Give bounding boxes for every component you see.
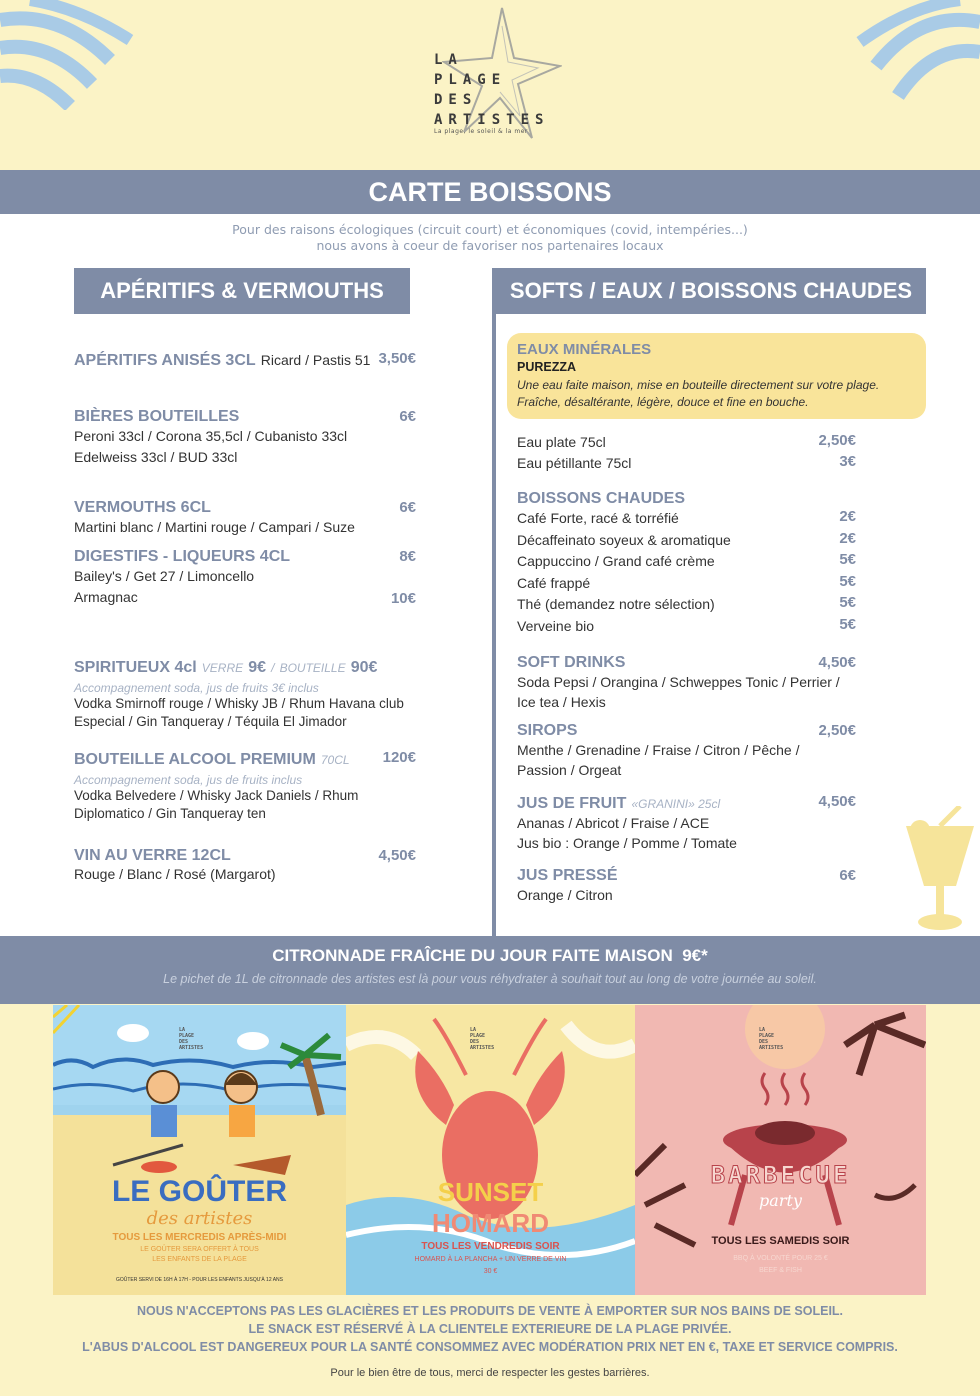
menu-item-premium: BOUTEILLE ALCOOL PREMIUM 70CL 120€ Accompagnement soda, jus de fruits inclus Vodka Belvedere / Whisky Jack Daniels / Rhum Diplomatico / Gin Tanqueray ten: [74, 749, 416, 821]
list-item-price: 5€: [839, 615, 856, 633]
list-item: [517, 616, 856, 638]
homard-line3: 30 €: [483, 1268, 498, 1275]
poster-logo: LA PLAGE DES ARTISTES: [470, 1027, 495, 1051]
list-item: [517, 551, 856, 573]
menu-section-chaudes: BOISSONS CHAUDES Café Forte, racé & torréfié 2€ Décaffeinato soyeux & aromatique 2€ Cappuccino / Grand café crème 5€ Café frappé 5€ Thé (demandez notre sélection) 5€ Verveine bio 5€: [517, 490, 856, 637]
homard-title2: HOMARD: [432, 1208, 549, 1238]
menu-item-presse: JUS PRESSÉ 6€ Orange / Citron: [517, 867, 856, 903]
poster-barbecue: [635, 1005, 926, 1295]
menu-item-jus: JUS DE FRUIT «GRANINI» 25cl 4,50€ Ananas / Abricot / Fraise / ACE Jus bio : Orange / Pomme / Tomate: [517, 793, 856, 851]
menu-item-sirops: SIROPS 2,50€ Menthe / Grenadine / Fraise / Citron / Pêche / Passion / Orgeat: [517, 722, 856, 778]
menu-item-eau-plate: Eau plate 75cl 2,50€: [517, 432, 856, 450]
list-item-label: Verveine bio: [517, 617, 595, 634]
list-item-price: 5€: [839, 594, 856, 611]
menu-item-vermouths: VERMOUTHS 6CL 6€ Martini blanc / Martini rouge / Campari / Suze: [74, 499, 416, 535]
wave-decoration-right: [840, 0, 980, 110]
bbq-line2: BBQ À VOLONTÉ POUR 25 €: [733, 1255, 828, 1262]
section-header-aperitifs: APÉRITIFS & VERMOUTHS: [74, 268, 410, 314]
menu-item-soft: SOFT DRINKS 4,50€ Soda Pepsi / Orangina / Schweppes Tonic / Perrier / Ice tea / Hexis: [517, 654, 856, 710]
wave-decoration-left: [0, 0, 150, 110]
list-item-label: Café frappé: [517, 574, 591, 591]
list-item-label: Décaffeinato soyeux & aromatique: [517, 531, 731, 548]
homard-line1: TOUS LES VENDREDIS SOIR: [421, 1241, 560, 1252]
homard-title1: SUNSET: [437, 1177, 544, 1207]
citronnade-title: CITRONNADE FRAÎCHE DU JOUR FAITE MAISON 9€*: [272, 946, 708, 965]
menu-item-vin: VIN AU VERRE 12CL 4,50€ Rouge / Blanc / Rosé (Margarot): [74, 847, 416, 882]
gouter-line2: LE GOÛTER SERA OFFERT À TOUS: [140, 1246, 259, 1253]
footer-line4: Pour le bien être de tous, merci de respecter les gestes barrières.: [330, 1367, 650, 1379]
footer-line2: LE SNACK EST RÉSERVÉ À LA CLIENTELE EXTERIEURE DE LA PLAGE PRIVÉE.: [248, 1322, 732, 1336]
section-header-softs: SOFTS / EAUX / BOISSONS CHAUDES: [496, 268, 926, 314]
list-item: [517, 573, 856, 595]
menu-item-bieres: BIÈRES BOUTEILLES 6€ Peroni 33cl / Corona 35,5cl / Cubanisto 33cl Edelweiss 33cl / BUD 33cl: [74, 408, 416, 465]
brand-logo: [418, 6, 568, 146]
list-item-price: 2€: [839, 529, 856, 547]
homard-line2: HOMARD À LA PLANCHA + UN VERRE DE VIN: [414, 1256, 567, 1263]
list-item: [517, 530, 856, 552]
bbq-title: BARBECUE: [710, 1161, 851, 1189]
list-item-price: 2€: [839, 508, 856, 525]
list-item-price: 5€: [839, 572, 856, 590]
poster-logo: LA PLAGE DES ARTISTES: [759, 1027, 784, 1051]
intro-text: Pour des raisons écologiques (circuit court) et économiques (covid, intempéries...) nous avons à coeur de favoriser nos partenaires locaux: [232, 222, 748, 253]
list-item: [517, 508, 856, 530]
gouter-script: des artistes: [146, 1208, 253, 1229]
menu-item-eau-petillante: Eau pétillante 75cl 3€: [517, 453, 856, 471]
menu-item-eaux: EAUX MINÉRALES PUREZZA Une eau faite maison, mise en bouteille directement sur votre plage. Fraîche, désaltérante, légère, douce et fine en bouche.: [517, 341, 880, 409]
list-item-label: Café Forte, racé & torréfié: [517, 510, 679, 526]
menu-item-spiritueux: SPIRITUEUX 4cl VERRE 9€ / BOUTEILLE 90€ Accompagnement soda, jus de fruits 3€ inclus Vodka Smirnoff rouge / Whisky JB / Rhum Havana club Especial / Gin Tanqueray / Téquila El Jimador: [74, 659, 404, 729]
logo-text: LA PLAGE DES ARTISTES: [434, 52, 550, 128]
bbq-line1: TOUS LES SAMEDIS SOIR: [711, 1235, 850, 1247]
poster-homard: [346, 1005, 635, 1295]
list-item-price: 5€: [839, 551, 856, 568]
gouter-line1: TOUS LES MERCREDIS APRÈS-MIDI: [112, 1232, 287, 1243]
list-item-label: Cappuccino / Grand café crème: [517, 553, 715, 569]
gouter-line4: GOÛTER SERVI DE 16H À 17H - POUR LES ENFANTS JUSQU'À 12 ANS: [115, 1277, 284, 1283]
gouter-line3: LES ENFANTS DE LA PLAGE: [152, 1256, 247, 1263]
cocktail-glass-icon: [900, 806, 980, 936]
menu-item-digestifs: DIGESTIFS - LIQUEURS 4CL 8€ Bailey's / Get 27 / Limoncello Armagnac 10€: [74, 548, 416, 607]
citronnade-subtitle: Le pichet de 1L de citronnade des artistes est là pour vous réhydrater à souhait tout au long de votre journée au soleil.: [163, 972, 817, 986]
list-item: [517, 594, 856, 616]
list-item-label: Thé (demandez notre sélection): [517, 596, 715, 612]
gouter-title: LE GOÛTER: [111, 1175, 287, 1208]
bbq-line3: BEEF & FISH: [759, 1267, 802, 1274]
poster-gouter: [53, 1005, 346, 1295]
chaudes-list: [517, 508, 856, 637]
column-divider: [492, 268, 496, 936]
footer-line1: NOUS N'ACCEPTONS PAS LES GLACIÈRES ET LES PRODUITS DE VENTE À EMPORTER SUR NOS BAINS DE SOLEIL.: [136, 1304, 844, 1318]
logo-tagline: La plage, le soleil & la mer: [434, 128, 528, 135]
menu-item-anises: APÉRITIFS ANISÉS 3CL Ricard / Pastis 51 3,50€: [74, 350, 416, 369]
page-title: CARTE BOISSONS: [0, 170, 980, 214]
bbq-script: party: [759, 1191, 802, 1210]
footer-line3: L'ABUS D'ALCOOL EST DANGEREUX POUR LA SANTÉ CONSOMMEZ AVEC MODÉRATION PRIX NET EN €, TAXE ET SERVICE COMPRIS.: [82, 1340, 898, 1354]
poster-logo: LA PLAGE DES ARTISTES: [179, 1027, 204, 1051]
